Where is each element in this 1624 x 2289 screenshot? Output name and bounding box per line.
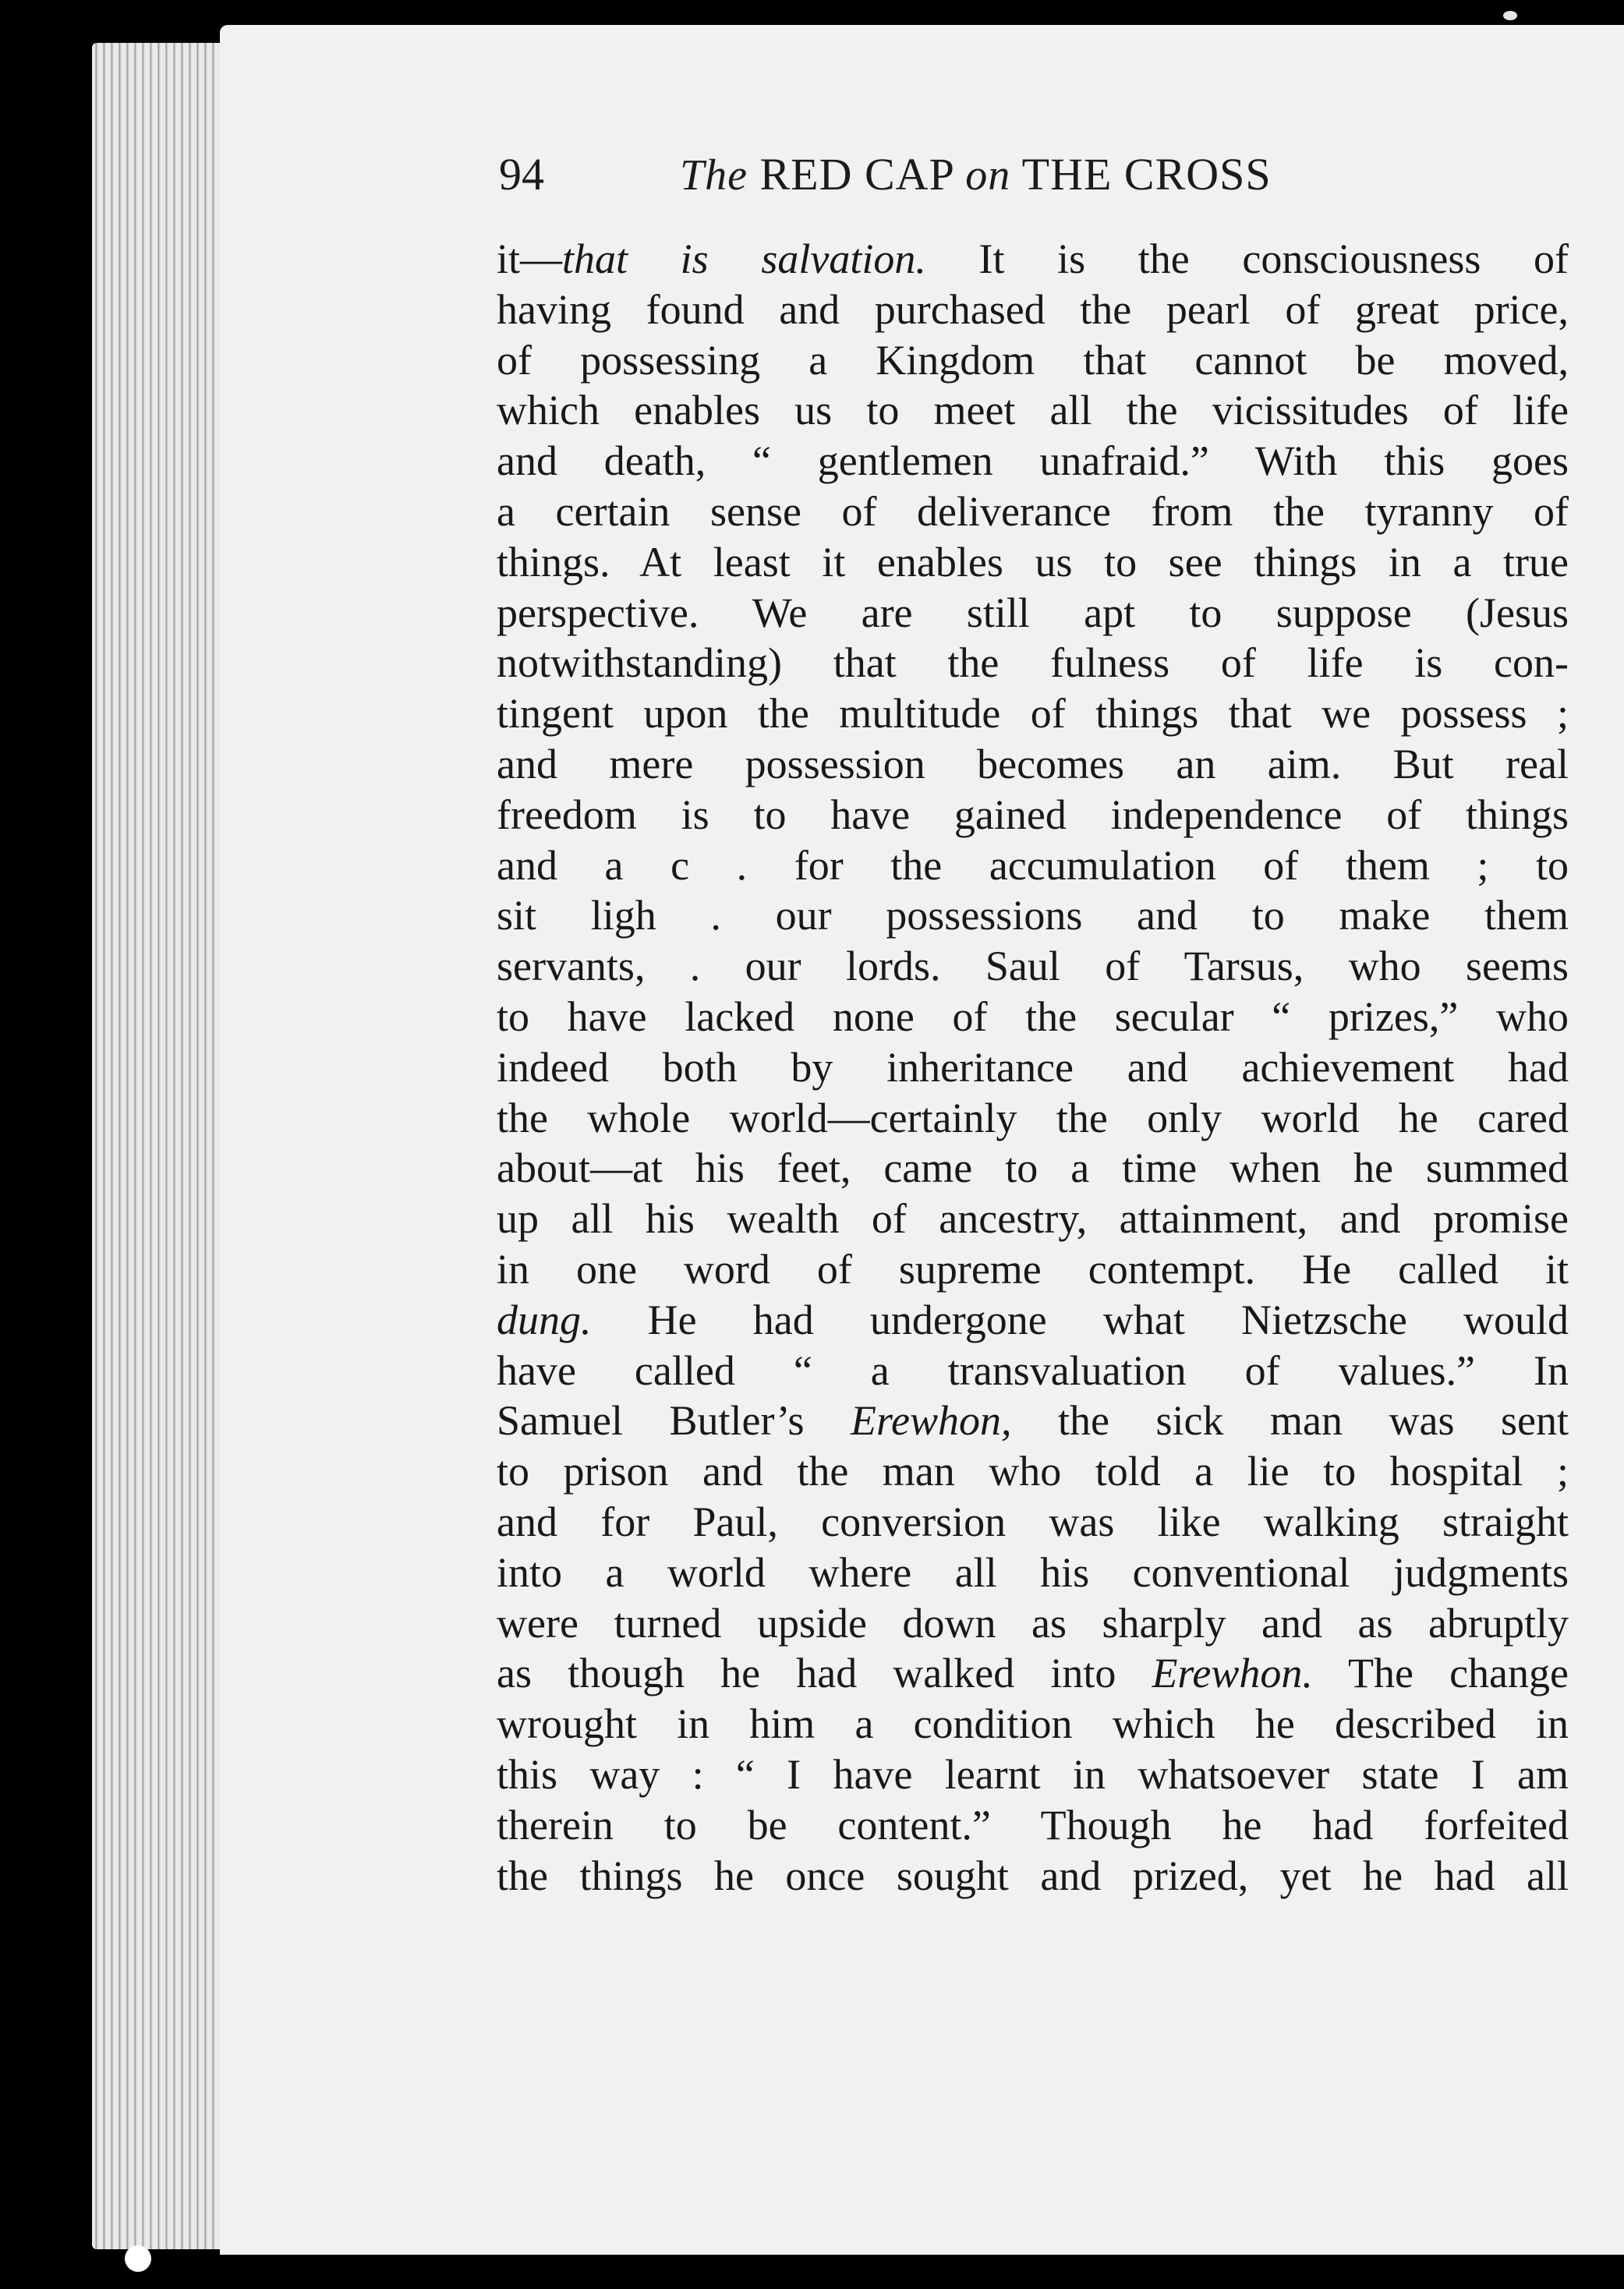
- title-word-the: The: [680, 151, 748, 200]
- text-line: as though he had walked into Erewhon. The change: [497, 1650, 1569, 1697]
- text-line: and mere possession becomes an aim. But real: [497, 740, 1569, 787]
- text-line: Samuel Butler’s Erewhon, the sick man was sent: [497, 1397, 1569, 1445]
- text-line: to have lacked none of the secular “ prizes,” who: [497, 992, 1569, 1040]
- text-line: and a c . for the accumulation of them ; to: [497, 841, 1569, 889]
- running-title: [680, 148, 1272, 200]
- text-line: indeed both by inheritance and achievement had: [497, 1043, 1569, 1091]
- scan-speck: [1503, 11, 1517, 20]
- text-line: the whole world—certainly the only world he cared: [497, 1094, 1569, 1141]
- text-line: were turned upside down as sharply and as abruptly: [497, 1599, 1569, 1647]
- running-header: [499, 148, 1396, 203]
- body-text: [497, 234, 1569, 1901]
- text-line: a certain sense of deliverance from the tyranny of: [497, 487, 1569, 535]
- scan-speck: [125, 2245, 151, 2272]
- text-line: having found and purchased the pearl of great price,: [497, 285, 1569, 333]
- text-line: in one word of supreme contempt. He called it: [497, 1245, 1569, 1293]
- text-line: about—at his feet, came to a time when he summed: [497, 1144, 1569, 1192]
- page-number: 94: [499, 149, 544, 200]
- text-line: therein to be content.” Though he had forfeited: [497, 1801, 1569, 1849]
- text-line: into a world where all his conventional judgments: [497, 1548, 1569, 1596]
- text-line: the things he once sought and prized, yet he had all: [497, 1852, 1569, 1899]
- text-line: up all his wealth of ancestry, attainment, and promise: [497, 1195, 1569, 1243]
- text-line: to prison and the man who told a lie to hospital ;: [497, 1448, 1569, 1495]
- text-line: tingent upon the multitude of things that we possess ;: [497, 690, 1569, 738]
- text-line: sit ligh . our possessions and to make them: [497, 892, 1569, 939]
- text-line: perspective. We are still apt to suppose (Jesus: [497, 589, 1569, 636]
- text-line: dung. He had undergone what Nietzsche would: [497, 1296, 1569, 1343]
- text-line: wrought in him a condition which he described in: [497, 1700, 1569, 1748]
- title-the-cross: THE CROSS: [1021, 149, 1272, 200]
- text-line: of possessing a Kingdom that cannot be moved,: [497, 336, 1569, 384]
- text-line: freedom is to have gained independence of things: [497, 791, 1569, 838]
- text-line: and death, “ gentlemen unafraid.” With this goes: [497, 437, 1569, 485]
- text-line: have called “ a transvaluation of values.” In: [497, 1346, 1569, 1394]
- text-line: notwithstanding) that the fulness of life is con-: [497, 639, 1569, 687]
- text-line: this way : “ I have learnt in whatsoever state I am: [497, 1750, 1569, 1798]
- text-line: servants, . our lords. Saul of Tarsus, who seems: [497, 943, 1569, 990]
- text-line: which enables us to meet all the vicissitudes of life: [497, 387, 1569, 434]
- title-red-cap: RED CAP: [759, 149, 954, 200]
- title-word-on: on: [965, 151, 1011, 200]
- book-page-edges: [92, 43, 232, 2249]
- text-line: things. At least it enables us to see things in a true: [497, 538, 1569, 586]
- text-line: it—that is salvation. It is the consciousness of: [497, 235, 1569, 282]
- text-line: and for Paul, conversion was like walking straight: [497, 1498, 1569, 1545]
